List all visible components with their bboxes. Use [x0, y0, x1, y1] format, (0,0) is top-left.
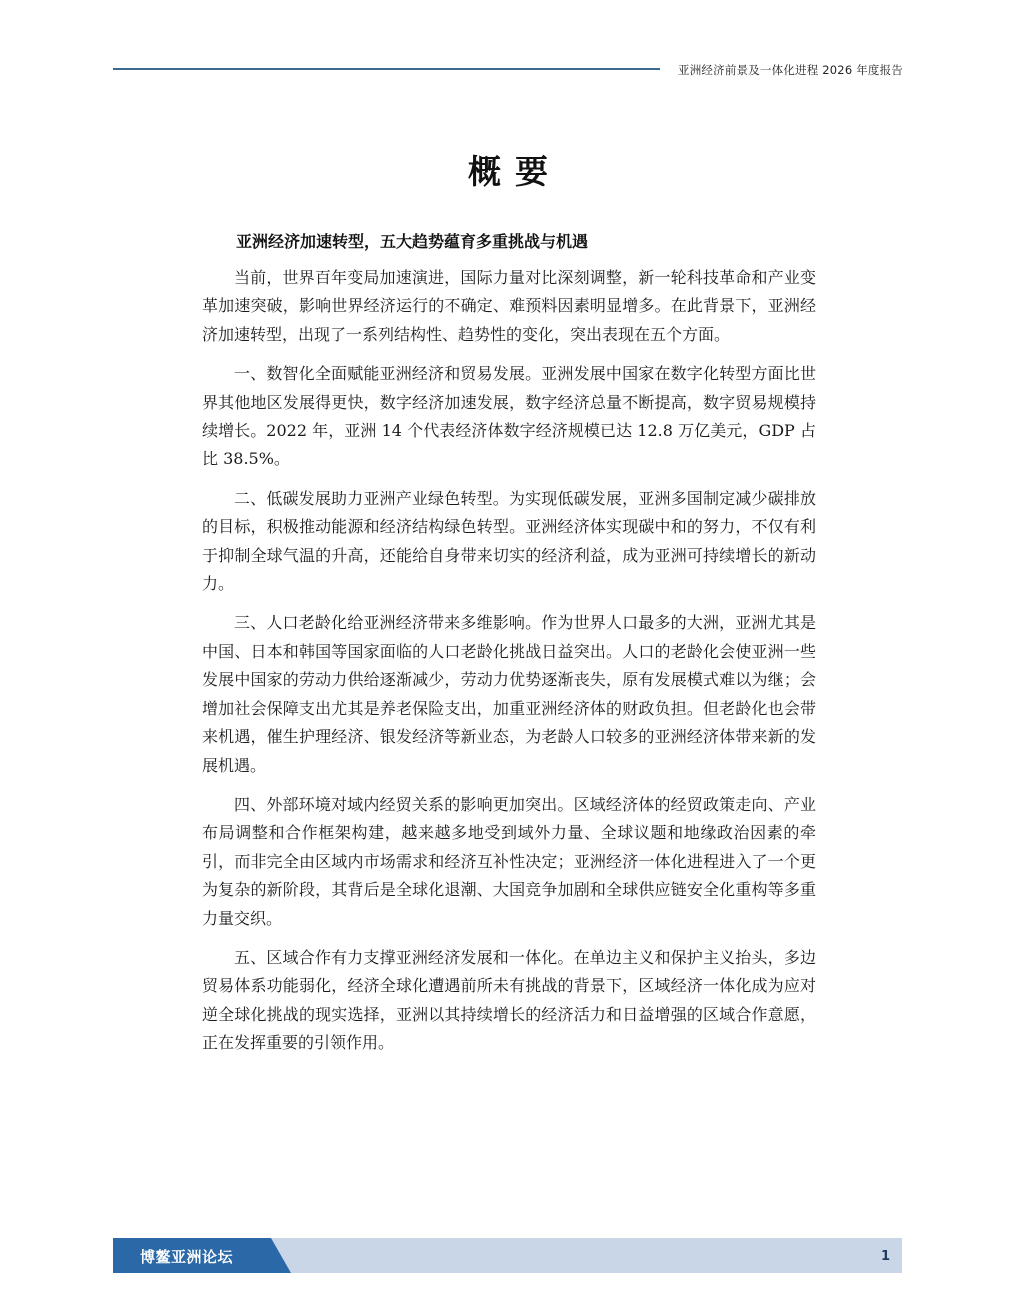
paragraph-trend-2: 二、低碳发展助力亚洲产业绿色转型。为实现低碳发展，亚洲多国制定减少碳排放的目标，积极推动能源和经济结构绿色转型。亚洲经济体实现碳中和的努力，不仅有利于抑制全球气温的升高，还能给自身带来切实的经济利益，成为亚洲可持续增长的新动力。 [202, 488, 816, 594]
paragraph-trend-5: 五、区域合作有力支撑亚洲经济发展和一体化。在单边主义和保护主义抬头，多边贸易体系功能弱化，经济全球化遭遇前所未有挑战的背景下，区域经济一体化成为应对逆全球化挑战的现实选择，亚洲以其持续增长的经济活力和日益增强的区域合作意愿，正在发挥重要的引领作用。 [202, 947, 816, 1053]
section-heading: 亚洲经济加速转型，五大趋势蕴育多重挑战与机遇 [236, 232, 589, 251]
paragraph-trend-3: 三、人口老龄化给亚洲经济带来多维影响。作为世界人口最多的大洲，亚洲尤其是中国、日本和韩国等国家面临的人口老龄化挑战日益突出。人口的老龄化会使亚洲一些发展中国家的劳动力供给逐渐减少，劳动力优势逐渐丧失，原有发展模式难以为继；会增加社会保障支出尤其是养老保险支出，加重亚洲经济体的财政负担。但老龄化也会带来机遇，催生护理经济、银发经济等新业态，为老龄人口较多的亚洲经济体带来新的发展机遇。 [202, 613, 816, 775]
page-number: 1 [880, 1249, 890, 1264]
running-header-title: 亚洲经济前景及一体化进程 2026 年度报告 [678, 63, 903, 77]
main-content [202, 228, 816, 1069]
header-rule [113, 68, 660, 70]
paragraph-trend-1: 一、数智化全面赋能亚洲经济和贸易发展。亚洲发展中国家在数字化转型方面比世界其他地区发展得更快，数字经济加速发展，数字经济总量不断提高，数字贸易规模持续增长。2022 年，亚洲 14 个代表经济体数字经济规模已达 12.8 万亿美元，GDP 占比 38.5%。 [202, 364, 816, 469]
paragraph-intro: 当前，世界百年变局加速演进，国际力量对比深刻调整，新一轮科技革命和产业变革加速突破，影响世界经济运行的不确定、难预料因素明显增多。在此背景下，亚洲经济加速转型，出现了一系列结构性、趋势性的变化，突出表现在五个方面。 [202, 268, 816, 344]
footer-organization: 博鳌亚洲论坛 [140, 1248, 234, 1266]
page-title: 概要 [468, 152, 562, 191]
paragraph-trend-4: 四、外部环境对域内经贸关系的影响更加突出。区域经济体的经贸政策走向、产业布局调整和合作框架构建，越来越多地受到域外力量、全球议题和地缘政治因素的牵引，而非完全由区域内市场需求和经济互补性决定；亚洲经济一体化进程进入了一个更为复杂的新阶段，其背后是全球化退潮、大国竞争加剧和全球供应链安全化重构等多重力量交织。 [202, 794, 816, 928]
